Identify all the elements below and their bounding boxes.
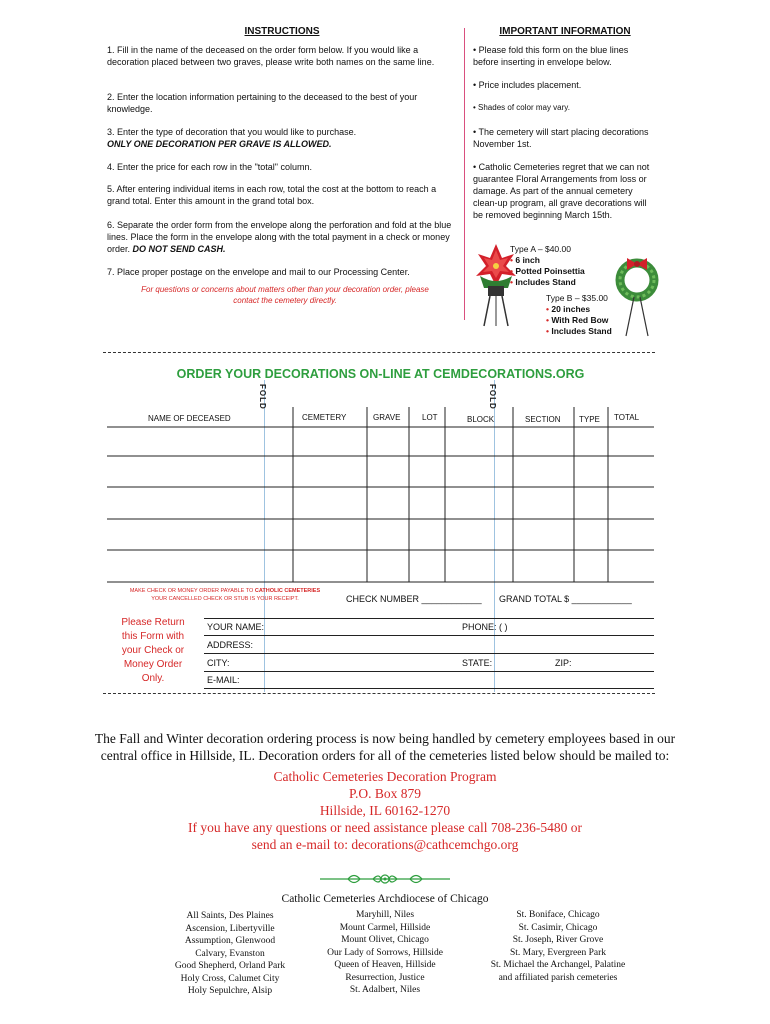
- info-placing: • The cemetery will start placing decorations November 1st.: [473, 127, 649, 149]
- cemetery-item: Assumption, Glenwood: [184, 936, 276, 946]
- email-line-text[interactable]: send an e-mail to: decorations@cathcemchgo.org: [251, 837, 519, 852]
- return-note: [108, 616, 198, 686]
- perforation-bottom: [103, 693, 655, 694]
- cemetery-item: Mount Carmel, Hillside: [339, 922, 431, 933]
- type-b-feature-3: • Includes Stand: [546, 326, 612, 336]
- state-field[interactable]: STATE:: [462, 658, 493, 668]
- type-a-block: [510, 244, 585, 288]
- fold-label-right: FOLD: [488, 384, 497, 410]
- type-a-title: Type A – $40.00: [510, 244, 571, 254]
- col-cemetery: CEMETERY: [302, 413, 347, 422]
- return-line-1: Please Return: [121, 617, 185, 628]
- instructions-heading: INSTRUCTIONS: [244, 26, 320, 37]
- city-line: [204, 671, 654, 672]
- col-name-of-deceased: NAME OF DECEASED: [148, 414, 231, 423]
- fold-label-left: FOLD: [258, 384, 267, 410]
- cemetery-list-1: [160, 910, 300, 998]
- type-b-feature-2: • With Red Bow: [546, 315, 609, 325]
- info-price: • Price includes placement.: [473, 80, 582, 90]
- phone-field[interactable]: PHONE: ( ): [462, 622, 508, 632]
- cemetery-item: Our Lady of Sorrows, Hillside: [327, 947, 443, 958]
- cemetery-item: Holy Sepulchre, Alsip: [187, 986, 273, 996]
- receipt-line: YOUR CANCELLED CHECK OR STUB IS YOUR RECEIPT.: [151, 596, 299, 602]
- type-a-feature-2: • Potted Poinsettia: [510, 266, 585, 276]
- cemetery-item: St. Casimir, Chicago: [518, 922, 598, 933]
- mail-paragraph: The Fall and Winter decoration ordering process is now being handled by cemetery employees based in our central office in Hillside, IL. Decoration orders for all of the cemeteries listed below should be mailed to:: [94, 731, 676, 763]
- email-field[interactable]: E-MAIL:: [207, 675, 240, 685]
- col-total: TOTAL: [614, 413, 640, 422]
- instruction-step-3-emphasis: ONLY ONE DECORATION PER GRAVE IS ALLOWED.: [107, 139, 332, 149]
- wreath-image: [612, 256, 662, 338]
- cemetery-item: All Saints, Des Plaines: [186, 911, 274, 921]
- col-lot: LOT: [422, 413, 438, 422]
- contact-top-line: [204, 618, 654, 619]
- check-number-field[interactable]: CHECK NUMBER ____________: [346, 594, 482, 604]
- return-line-2: this Form with: [121, 631, 185, 642]
- cemetery-item: St. Michael the Archangel, Palatine: [490, 960, 626, 970]
- col-grave: GRAVE: [373, 413, 401, 422]
- zip-field[interactable]: ZIP:: [555, 658, 572, 668]
- program-name: Catholic Cemeteries Decoration Program: [273, 769, 497, 784]
- instruction-step-6: [107, 219, 457, 255]
- cemetery-item: Holy Cross, Calumet City: [180, 973, 280, 984]
- perforation-top: [103, 352, 655, 353]
- cemetery-item: Ascension, Libertyville: [185, 923, 275, 934]
- order-table[interactable]: [105, 405, 657, 585]
- instruction-step-6-text: 6. Separate the order form from the envelope along the perforation and fold at the blue lines. Place the form in the envelope along with the total payment in a check or money order.: [107, 220, 452, 254]
- your-name-field[interactable]: YOUR NAME:: [207, 622, 265, 632]
- cemetery-item: Good Shepherd, Orland Park: [174, 961, 286, 971]
- phone-line: If you have any questions or need assistance please call 708-236-5480 or: [187, 820, 582, 835]
- cemetery-item: and affiliated parish cemeteries: [498, 972, 618, 983]
- instruction-step-3: [107, 126, 457, 150]
- grand-total-field[interactable]: GRAND TOTAL $ ____________: [499, 594, 632, 604]
- cemetery-item: St. Joseph, River Grove: [512, 935, 604, 945]
- type-a-feature-3: • Includes Stand: [510, 277, 576, 287]
- address-field[interactable]: ADDRESS:: [207, 640, 254, 650]
- flourish-ornament: [318, 870, 452, 888]
- online-order-heading[interactable]: ORDER YOUR DECORATIONS ON-LINE AT CEMDECORATIONS.ORG: [176, 367, 585, 381]
- type-b-feature-1: • 20 inches: [546, 304, 591, 314]
- mail-address: [100, 768, 670, 853]
- col-section: SECTION: [525, 415, 561, 424]
- type-b-title: Type B – $35.00: [546, 293, 608, 303]
- instruction-step-4: 4. Enter the price for each row in the "total" column.: [107, 162, 312, 172]
- payable-line: MAKE CHECK OR MONEY ORDER PAYABLE TO CATHOLIC CEMETERIES: [129, 588, 321, 594]
- cemetery-item: Resurrection, Justice: [345, 972, 425, 983]
- instruction-step-1: 1. Fill in the name of the deceased on the order form below. If you would like a decoration placed between two graves, please write both names on the same line.: [107, 45, 435, 67]
- cemetery-list-2: [305, 909, 465, 997]
- instruction-step-2: 2. Enter the location information pertaining to the deceased to the best of your knowledge.: [107, 92, 418, 114]
- questions-note: For questions or concerns about matters other than your decoration order, please contact the cemetery directly.: [141, 285, 429, 305]
- column-divider: [464, 28, 465, 320]
- cemetery-item: Mount Olivet, Chicago: [341, 935, 429, 945]
- info-shades: • Shades of color may vary.: [473, 103, 570, 112]
- cemetery-item: St. Mary, Evergreen Park: [509, 947, 607, 958]
- return-line-4: Money Order: [123, 659, 183, 670]
- name-line: [204, 635, 654, 636]
- org-name: Catholic Cemeteries Archdiocese of Chicago: [281, 893, 489, 905]
- col-block: BLOCK: [467, 415, 495, 424]
- address-line: [204, 653, 654, 654]
- cemetery-item: Calvary, Evanston: [195, 948, 265, 959]
- cemetery-item: St. Adalbert, Niles: [349, 985, 421, 995]
- instruction-step-5: 5. After entering individual items in each row, total the cost at the bottom to reach a grand total. Enter this amount in the grand total box.: [107, 184, 437, 206]
- info-regret: • Catholic Cemeteries regret that we can not guarantee Floral Arrangements from loss or damage. As part of the annual cemetery clean-up program, all grave decorations will be removed beginning March 15th.: [473, 162, 650, 220]
- city-state-zip: Hillside, IL 60162-1270: [319, 803, 451, 818]
- cemetery-item: St. Boniface, Chicago: [516, 910, 600, 920]
- return-line-5: Only.: [141, 673, 165, 684]
- payable-note: [110, 587, 340, 603]
- info-fold: • Please fold this form on the blue lines before inserting in envelope below.: [473, 45, 629, 67]
- return-line-3: your Check or: [121, 645, 185, 656]
- cemetery-list-3: [468, 909, 648, 984]
- city-field[interactable]: CITY:: [207, 658, 230, 668]
- instruction-step-6-emphasis: DO NOT SEND CASH.: [132, 244, 226, 254]
- cemetery-item: Maryhill, Niles: [355, 910, 415, 920]
- type-b-block: [546, 293, 612, 337]
- important-heading: IMPORTANT INFORMATION: [499, 26, 631, 37]
- instruction-step-7: 7. Place proper postage on the envelope and mail to our Processing Center.: [107, 267, 410, 277]
- instruction-step-3-text: 3. Enter the type of decoration that you would like to purchase.: [107, 127, 357, 137]
- po-box: P.O. Box 879: [348, 786, 421, 801]
- email-line: [204, 688, 654, 689]
- col-type: TYPE: [579, 415, 600, 424]
- cemetery-item: Queen of Heaven, Hillside: [334, 960, 436, 970]
- type-a-feature-1: • 6 inch: [510, 255, 540, 265]
